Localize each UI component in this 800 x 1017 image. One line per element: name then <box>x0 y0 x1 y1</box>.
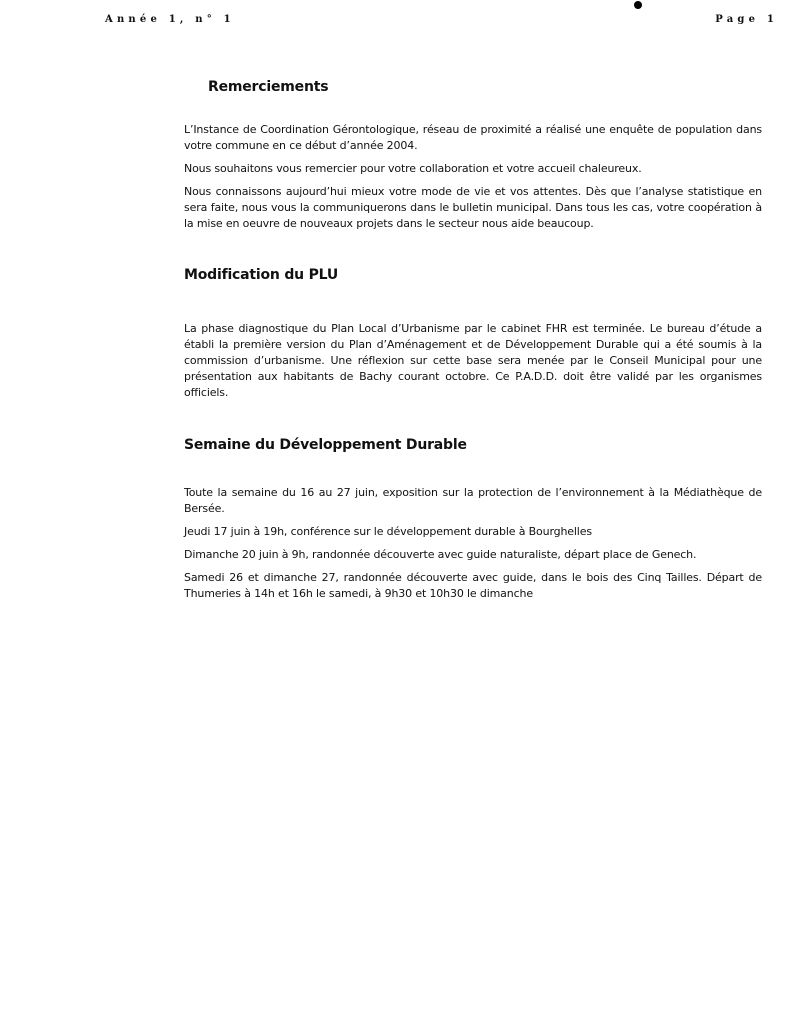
bullet-icon <box>634 1 642 9</box>
paragraph: Nous connaissons aujourd’hui mieux votre mode de vie et vos attentes. Dès que l’analyse statistique en sera faite, nous vous la communiquerons dans le bulletin municipal. Dans tous les cas, votre coopération à la mise en oeuvre de nouveaux projets dans le secteur nous aide beaucoup. <box>184 185 762 230</box>
paragraph: Jeudi 17 juin à 19h, conférence sur le développement durable à Bourghelles <box>184 525 592 538</box>
paragraph: Toute la semaine du 16 au 27 juin, exposition sur la protection de l’environnement à la Médiathèque de Bersée. <box>184 486 762 515</box>
section-title-remerciements: Remerciements <box>208 79 329 95</box>
issue-label: Année 1, n° 1 <box>105 14 235 25</box>
section-body-remerciements <box>184 122 762 239</box>
section-title-developpement-durable: Semaine du Développement Durable <box>184 437 467 453</box>
section-body-plu <box>184 321 762 408</box>
page-header <box>105 14 778 30</box>
paragraph: Nous souhaitons vous remercier pour votre collaboration et votre accueil chaleureux. <box>184 162 642 175</box>
paragraph: La phase diagnostique du Plan Local d’Urbanisme par le cabinet FHR est terminée. Le bureau d’étude a établi la première version du Plan d’Aménagement et de Développement Durable qui a été soumis à la commission d’urbanisme. Une réflexion sur cette base sera menée par le Conseil Municipal pour une présentation aux habitants de Bachy courant octobre. Ce P.A.D.D. doit être validé par les organismes officiels. <box>184 322 762 399</box>
paragraph: Samedi 26 et dimanche 27, randonnée découverte avec guide, dans le bois des Cinq Tailles. Départ de Thumeries à 14h et 16h le samedi, à 9h30 et 10h30 le dimanche <box>184 571 762 600</box>
page-number: Page 1 <box>715 14 778 25</box>
section-title-plu: Modification du PLU <box>184 267 339 283</box>
paragraph: L’Instance de Coordination Gérontologique, réseau de proximité a réalisé une enquête de population dans votre commune en ce début d’année 2004. <box>184 123 762 152</box>
paragraph: Dimanche 20 juin à 9h, randonnée découverte avec guide naturaliste, départ place de Genech. <box>184 548 697 561</box>
section-body-developpement-durable <box>184 485 762 609</box>
